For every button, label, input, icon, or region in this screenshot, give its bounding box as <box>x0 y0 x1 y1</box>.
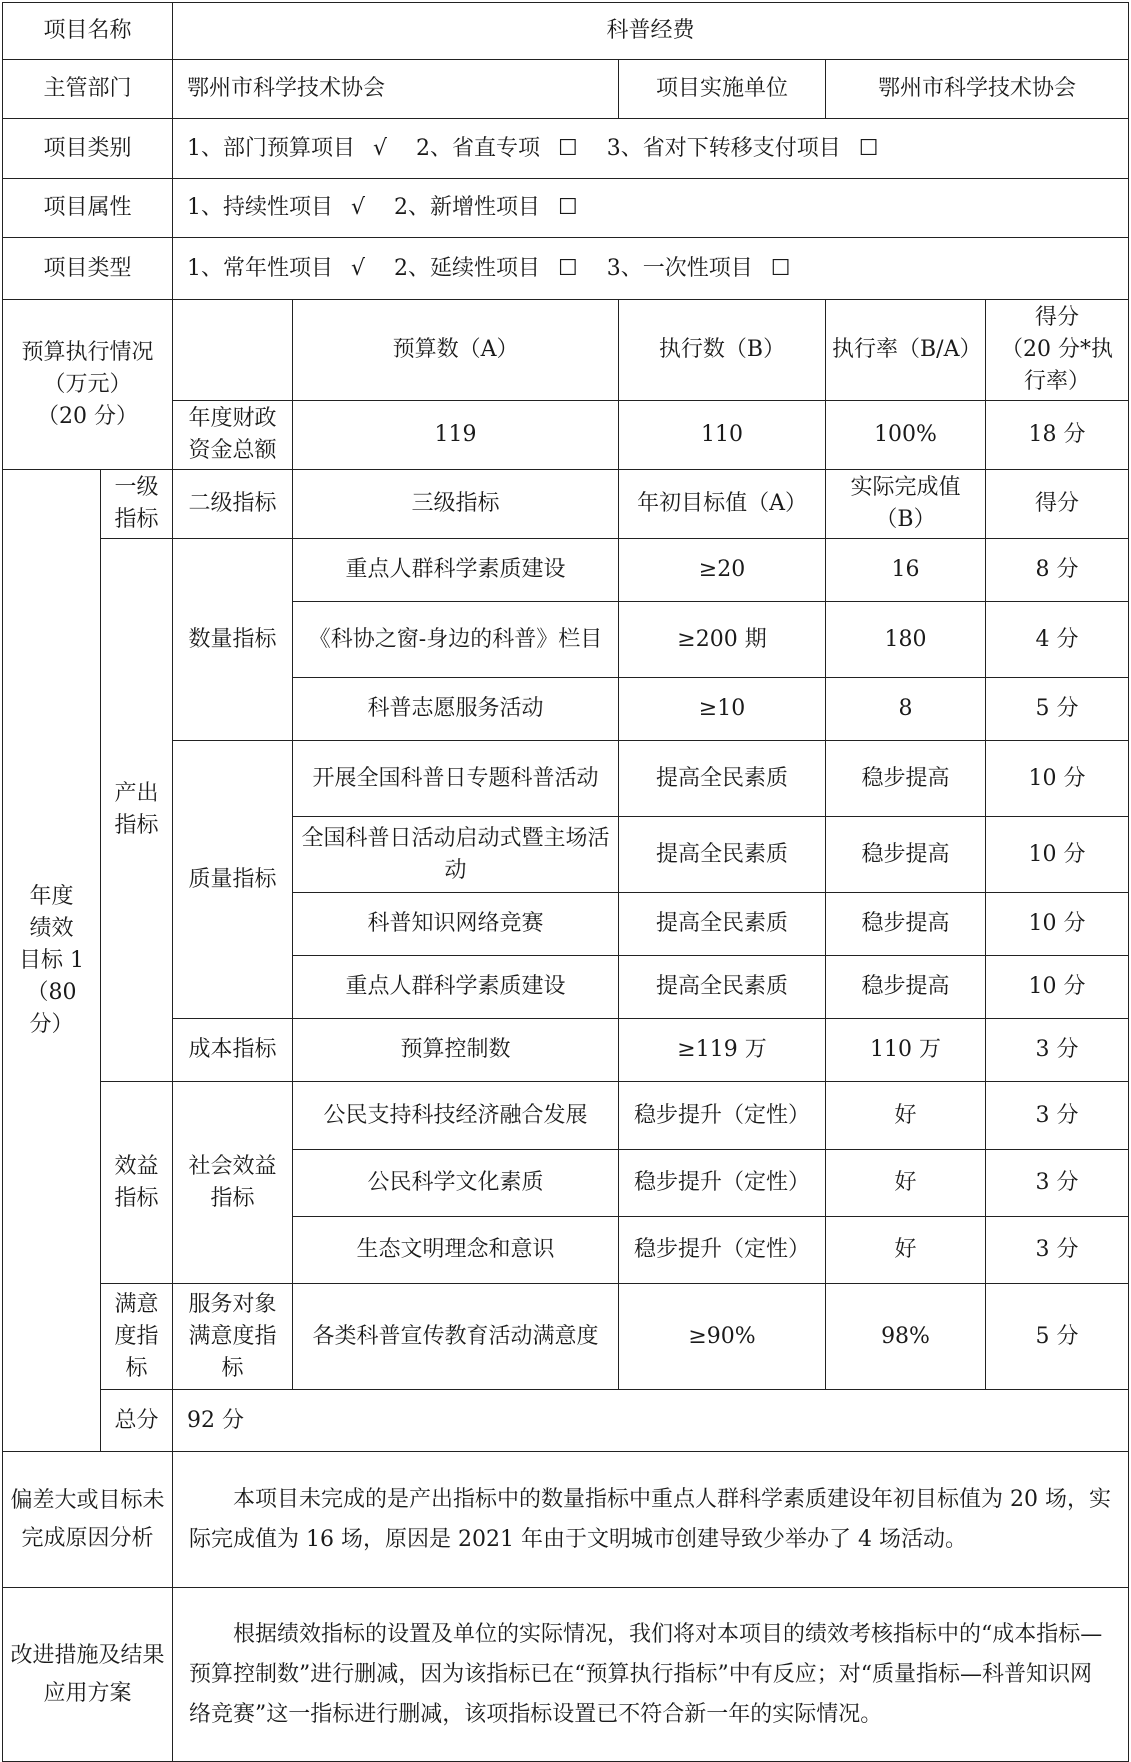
actual-cell: 8 <box>826 678 986 741</box>
implementing-unit-value: 鄂州市科学技术协会 <box>826 60 1129 119</box>
budget-label-line2: （万元） <box>43 371 132 397</box>
indicator-cell: 预算控制数 <box>293 1019 619 1082</box>
actual-cell: 稳步提高 <box>826 893 986 956</box>
output-indicator-label: 产出指标 <box>101 539 173 1082</box>
type-label: 项目类型 <box>3 238 173 300</box>
category-label: 项目类别 <box>3 119 173 179</box>
score-cell: 3 分 <box>986 1019 1129 1082</box>
score-cell: 3 分 <box>986 1082 1129 1150</box>
budget-label-line3: （20 分） <box>37 403 138 429</box>
row-type <box>3 238 1129 300</box>
total-label: 总分 <box>101 1390 173 1452</box>
quantity-indicator-label: 数量指标 <box>173 539 293 741</box>
quality-indicator-label: 质量指标 <box>173 741 293 1019</box>
row-project-name <box>3 3 1129 60</box>
check-mark-icon: √ <box>373 135 388 161</box>
row-deviation <box>3 1452 1129 1588</box>
budget-row-label: 年度财政资金总额 <box>173 401 293 470</box>
indicator-cell: 全国科普日活动启动式暨主场活动 <box>293 817 619 893</box>
col-exec: 执行数（B） <box>619 300 826 401</box>
rate-value: 100% <box>826 401 986 470</box>
score-value: 18 分 <box>986 401 1129 470</box>
option-text: 1、常年性项目 <box>187 255 334 281</box>
score-cell: 8 分 <box>986 539 1129 602</box>
option-text: 1、部门预算项目 <box>187 135 356 161</box>
indicator-cell: 重点人群科学素质建设 <box>293 956 619 1019</box>
attribute-option-1 <box>187 191 365 225</box>
target-cell: 稳步提升（定性） <box>619 1150 826 1217</box>
indicator-cell: 重点人群科学素质建设 <box>293 539 619 602</box>
col-score-line2: （20 分*执行率） <box>1001 337 1114 394</box>
indicator-cell: 各类科普宣传教育活动满意度 <box>293 1284 619 1390</box>
target-cell: ≥200 期 <box>619 602 826 678</box>
indicator-cell: 生态文明理念和意识 <box>293 1217 619 1284</box>
score-cell: 5 分 <box>986 678 1129 741</box>
deviation-text: 本项目未完成的是产出指标中的数量指标中重点人群科学素质建设年初目标值为 20 场，实际完成值为 16 场，原因是 2021 年由于文明城市创建导致少举办了 4 场活动。 <box>173 1452 1129 1588</box>
row-department <box>3 60 1129 119</box>
option-text: 2、延续性项目 <box>394 255 541 281</box>
actual-cell: 稳步提高 <box>826 956 986 1019</box>
score-cell: 3 分 <box>986 1217 1129 1284</box>
type-option-1 <box>187 252 365 286</box>
category-option-1 <box>187 132 387 166</box>
option-text: 3、省对下转移支付项目 <box>606 135 841 161</box>
header-actual: 实际完成值（B） <box>826 470 986 539</box>
score-cell: 4 分 <box>986 602 1129 678</box>
col-budget: 预算数（A） <box>293 300 619 401</box>
target-cell: 提高全民素质 <box>619 893 826 956</box>
indicator-cell: 开展全国科普日专题科普活动 <box>293 741 619 817</box>
table-row <box>3 1284 1129 1390</box>
target-cell: ≥10 <box>619 678 826 741</box>
option-text: 1、持续性项目 <box>187 195 334 220</box>
row-improvement <box>3 1588 1129 1762</box>
target-cell: 稳步提升（定性） <box>619 1217 826 1284</box>
type-options <box>173 238 1129 300</box>
department-label: 主管部门 <box>3 60 173 119</box>
row-category <box>3 119 1129 179</box>
type-option-3 <box>607 252 791 286</box>
score-cell: 5 分 <box>986 1284 1129 1390</box>
table-row <box>3 1082 1129 1150</box>
implementing-unit-label: 项目实施单位 <box>619 60 826 119</box>
target-cell: ≥119 万 <box>619 1019 826 1082</box>
exec-value: 110 <box>619 401 826 470</box>
row-total <box>3 1390 1129 1452</box>
total-value: 92 分 <box>173 1390 1129 1452</box>
col-rate: 执行率（B/A） <box>826 300 986 401</box>
perf-label-line3: 目标 1 <box>19 947 84 973</box>
budget-header-blank <box>173 300 293 401</box>
indicator-cell: 科普志愿服务活动 <box>293 678 619 741</box>
score-cell: 10 分 <box>986 956 1129 1019</box>
row-perf-header <box>3 470 1129 539</box>
check-mark-icon: √ <box>351 195 366 220</box>
score-cell: 10 分 <box>986 893 1129 956</box>
perf-label-line2: 绩效 <box>29 915 74 941</box>
empty-checkbox-icon: ☐ <box>770 255 791 281</box>
perf-label-line5: 分） <box>29 1011 74 1037</box>
check-mark-icon: √ <box>351 255 366 281</box>
option-text: 2、省直专项 <box>416 135 541 161</box>
category-options <box>173 119 1129 179</box>
indicator-cell: 公民科学文化素质 <box>293 1150 619 1217</box>
target-cell: 提高全民素质 <box>619 956 826 1019</box>
satisfaction-indicator-label: 满意度指标 <box>101 1284 173 1390</box>
deviation-label: 偏差大或目标未完成原因分析 <box>3 1452 173 1588</box>
score-cell: 3 分 <box>986 1150 1129 1217</box>
actual-cell: 16 <box>826 539 986 602</box>
actual-cell: 稳步提高 <box>826 741 986 817</box>
actual-cell: 好 <box>826 1217 986 1284</box>
target-cell: ≥90% <box>619 1284 826 1390</box>
col-score <box>986 300 1129 401</box>
social-benefit-label: 社会效益指标 <box>173 1082 293 1284</box>
actual-cell: 180 <box>826 602 986 678</box>
score-cell: 10 分 <box>986 741 1129 817</box>
indicator-cell: 《科协之窗-身边的科普》栏目 <box>293 602 619 678</box>
perf-label-line1: 年度 <box>29 883 74 909</box>
header-level1: 一级指标 <box>101 470 173 539</box>
col-score-line1: 得分 <box>1035 305 1080 330</box>
indicator-cell: 科普知识网络竞赛 <box>293 893 619 956</box>
service-satisfaction-label: 服务对象满意度指标 <box>173 1284 293 1390</box>
project-name-value: 科普经费 <box>173 3 1129 60</box>
header-target: 年初目标值（A） <box>619 470 826 539</box>
row-budget-header <box>3 300 1129 401</box>
category-option-2 <box>416 132 578 166</box>
type-option-2 <box>394 252 578 286</box>
actual-cell: 好 <box>826 1082 986 1150</box>
score-cell: 10 分 <box>986 817 1129 893</box>
department-value: 鄂州市科学技术协会 <box>173 60 619 119</box>
target-cell: 提高全民素质 <box>619 817 826 893</box>
improvement-label: 改进措施及结果应用方案 <box>3 1588 173 1762</box>
budget-label-line1: 预算执行情况 <box>21 339 154 365</box>
actual-cell: 好 <box>826 1150 986 1217</box>
target-cell: 提高全民素质 <box>619 741 826 817</box>
empty-checkbox-icon: ☐ <box>858 135 879 161</box>
actual-cell: 98% <box>826 1284 986 1390</box>
budget-label <box>3 300 173 470</box>
actual-cell: 稳步提高 <box>826 817 986 893</box>
improvement-text: 根据绩效指标的设置及单位的实际情况，我们将对本项目的绩效考核指标中的“成本指标—预算控制数”进行删减，因为该指标已在“预算执行指标”中有反应；对“质量指标—科普知识网络竞赛”这一指标进行删减，该项指标设置已不符合新一年的实际情况。 <box>173 1588 1129 1762</box>
header-level2: 二级指标 <box>173 470 293 539</box>
benefit-indicator-label: 效益指标 <box>101 1082 173 1284</box>
attribute-option-2 <box>394 191 578 225</box>
indicator-cell: 公民支持科技经济融合发展 <box>293 1082 619 1150</box>
category-option-3 <box>607 132 879 166</box>
attribute-options <box>173 179 1129 238</box>
perf-label-line4: （80 <box>26 979 77 1005</box>
target-cell: ≥20 <box>619 539 826 602</box>
empty-checkbox-icon: ☐ <box>558 255 578 281</box>
project-name-label: 项目名称 <box>3 3 173 60</box>
empty-checkbox-icon: ☐ <box>558 195 578 220</box>
actual-cell: 110 万 <box>826 1019 986 1082</box>
option-text: 3、一次性项目 <box>606 255 753 281</box>
cost-indicator-label: 成本指标 <box>173 1019 293 1082</box>
empty-checkbox-icon: ☐ <box>558 135 578 161</box>
attribute-label: 项目属性 <box>3 179 173 238</box>
evaluation-table <box>2 2 1129 1762</box>
table-row <box>3 539 1129 602</box>
row-attribute <box>3 179 1129 238</box>
perf-section-label <box>3 470 101 1452</box>
budget-value: 119 <box>293 401 619 470</box>
header-score: 得分 <box>986 470 1129 539</box>
header-level3: 三级指标 <box>293 470 619 539</box>
option-text: 2、新增性项目 <box>394 195 541 220</box>
target-cell: 稳步提升（定性） <box>619 1082 826 1150</box>
